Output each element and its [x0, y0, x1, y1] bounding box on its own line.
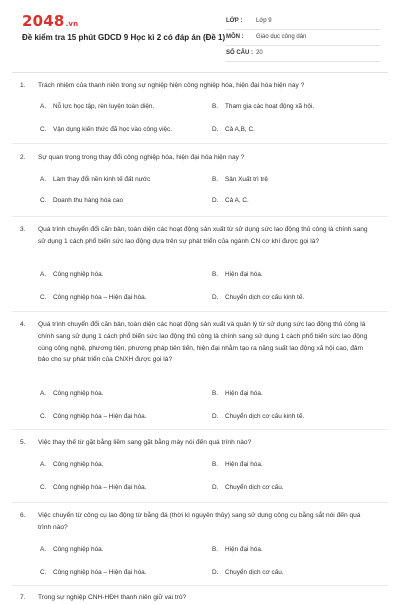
option-text: Vận dụng kiến thức đã học vào công việc.	[53, 126, 173, 133]
question-divider	[12, 216, 388, 217]
question-text: Quá trình chuyển đổi căn bản, toàn diện các hoạt động sản xuất từ sử dụng sức lao động thủ công là chính sang sử dụng 1 cách phổ biến sức lao động dựa trên sự phát triển của ngành CN cơ khí được gọi là?	[38, 226, 368, 245]
meta-value: Lớp 9	[256, 18, 272, 24]
meta-row-count	[226, 46, 381, 62]
option-text: Cả A,B, C.	[225, 126, 255, 133]
question-text: Trách nhiệm của thanh niên trong sự nghiệp hiện công nghiệp hóa, hiện đại hóa hiện nay ?	[38, 82, 305, 89]
question-7	[0, 592, 400, 604]
option-text: Công nghiệp hóa – Hiện đại hóa.	[53, 413, 147, 420]
question-divider	[12, 311, 388, 312]
question-2	[0, 152, 400, 204]
meta-value: Giáo dục công dân	[256, 34, 307, 40]
meta-value: 20	[256, 50, 263, 56]
option-label: D.	[212, 197, 219, 204]
option-text: Chuyển dịch cơ cấu.	[225, 569, 284, 576]
question-stem	[0, 510, 400, 534]
question-divider	[12, 429, 388, 430]
page-title: Đề kiểm tra 15 phút GDCD 9 Học kì 2 có đáp án (Đề 1)	[22, 33, 226, 42]
question-text: Việc thay thế từ gặt bằng liềm sang gặt bằng máy nói đến quá trình nào?	[38, 439, 252, 446]
question-text: Quá trình chuyển đổi căn bản, toàn diện các hoạt động sản xuất và quản lý từ sử dụng sức lao động thủ công là chính sang sử dụng 1 cách phổ biến sức lao động thủ công là chính sang sử dụng 1 cách phổ biến sức lao động cùng công nghệ, phương tiện, phương pháp tiên tiến, hiện đại nhằm tạo ra năng suất lao động xã hội cao, đảm bảo cho sự phát triển của CNXH được gọi là?	[38, 321, 368, 364]
option-text: Hiện đại hóa.	[225, 461, 263, 468]
question-divider	[12, 502, 388, 503]
question-6	[0, 510, 400, 576]
option-label: C.	[40, 126, 47, 133]
question-stem	[0, 224, 400, 248]
option-text: Sản Xuất trì trệ	[225, 176, 268, 183]
question-1	[0, 80, 400, 133]
question-divider	[12, 585, 388, 586]
option-text: Tham gia các hoạt động xã hội.	[225, 103, 315, 110]
option-text: Công nghiệp hóa – Hiện đại hóa.	[53, 569, 147, 576]
question-stem	[0, 152, 400, 164]
site-logo[interactable]	[22, 12, 78, 30]
option-label: B.	[212, 271, 219, 278]
question-number: 1.	[20, 82, 26, 89]
option-text: Doanh thu hàng hóa cao	[53, 197, 124, 204]
question-text: Trong sự nghiệp CNH-HĐH thanh niên giữ vai trò?	[38, 594, 187, 601]
question-4	[0, 319, 400, 420]
question-text: Việc chuyển từ công cụ lao động từ bằng đá (thời kì nguyên thủy) sang sử dụng công cụ bằng sắt nói đến quá trình nào?	[38, 512, 361, 531]
question-stem	[0, 80, 400, 92]
meta-key: MÔN :	[226, 34, 244, 40]
question-3	[0, 224, 400, 301]
question-5	[0, 437, 400, 491]
option-label: B.	[212, 461, 219, 468]
quiz-header	[0, 0, 400, 72]
question-text: Sự quan trọng trong thay đổi công nghiệp hóa, hiện đại hóa hiện nay ?	[38, 154, 245, 161]
meta-key: LỚP :	[226, 18, 243, 24]
option-label: D.	[212, 126, 219, 133]
option-label: B.	[212, 390, 219, 397]
option-text: Công nghiệp hóa – Hiện đại hóa.	[53, 294, 147, 301]
option-label: D.	[212, 294, 219, 301]
question-stem	[0, 592, 400, 604]
meta-row-class	[226, 14, 381, 30]
question-number: 6.	[20, 512, 26, 519]
option-text: Hiện đại hóa.	[225, 546, 263, 553]
option-label: B.	[212, 546, 219, 553]
header-divider	[12, 72, 388, 73]
option-text: Hiện đại hóa.	[225, 271, 263, 278]
option-label: A.	[40, 103, 47, 110]
option-label: A.	[40, 546, 47, 553]
question-number: 3.	[20, 226, 26, 233]
option-label: C.	[40, 569, 47, 576]
option-label: B.	[212, 103, 219, 110]
option-text: Công nghiệp hóa.	[53, 546, 104, 553]
option-label: B.	[212, 176, 219, 183]
option-label: C.	[40, 197, 47, 204]
option-text: Chuyển dịch cơ cấu.	[225, 484, 284, 491]
option-label: D.	[212, 569, 219, 576]
option-text: Công nghiệp hóa.	[53, 390, 104, 397]
option-label: A.	[40, 461, 47, 468]
option-text: Chuyển dịch cơ cấu kinh tế.	[225, 294, 305, 301]
option-label: A.	[40, 176, 47, 183]
logo-text: 2048	[22, 12, 65, 30]
question-number: 2.	[20, 154, 26, 161]
question-stem	[0, 319, 400, 366]
question-number: 5.	[20, 439, 26, 446]
question-divider	[12, 143, 388, 144]
option-text: Hiện đại hóa.	[225, 390, 263, 397]
logo-suffix: .vn	[65, 20, 79, 28]
quiz-meta-table	[226, 14, 381, 62]
option-text: Làm thay đổi nền kinh tế đất nước	[53, 176, 151, 183]
option-text: Công nghiệp hóa – Hiện đại hóa.	[53, 484, 147, 491]
option-text: Nỗ lực học tập, rèn luyện toàn diện.	[53, 103, 155, 110]
option-label: C.	[40, 484, 47, 491]
meta-key: SỐ CÂU :	[226, 50, 253, 56]
option-label: A.	[40, 271, 47, 278]
option-text: Công nghiệp hóa.	[53, 461, 104, 468]
meta-row-subject	[226, 30, 381, 46]
option-text: Công nghiệp hóa.	[53, 271, 104, 278]
question-number: 4.	[20, 321, 26, 328]
option-label: C.	[40, 294, 47, 301]
option-label: C.	[40, 413, 47, 420]
option-text: Cả A, C.	[225, 197, 249, 204]
option-text: Chuyển dịch cơ cấu kinh tế.	[225, 413, 305, 420]
question-number: 7.	[20, 594, 26, 601]
question-stem	[0, 437, 400, 449]
option-label: D.	[212, 484, 219, 491]
option-label: D.	[212, 413, 219, 420]
option-label: A.	[40, 390, 47, 397]
